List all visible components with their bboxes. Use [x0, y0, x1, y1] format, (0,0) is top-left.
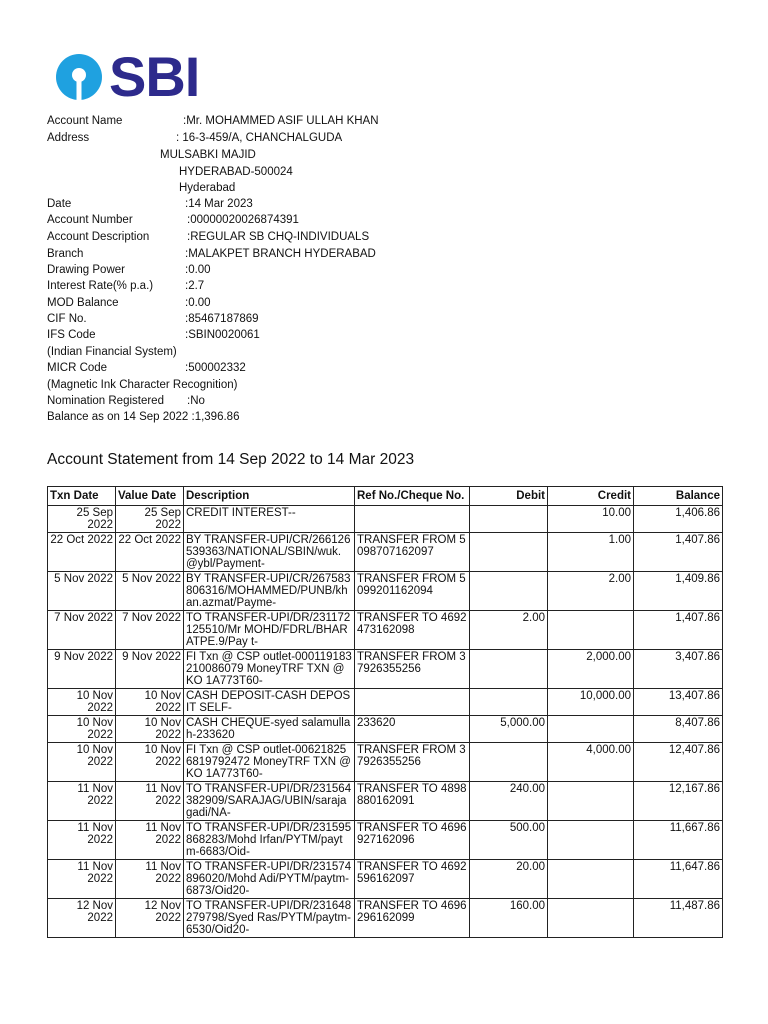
balance-cell-text: 1,409.86 [675, 573, 720, 585]
value-date-cell [116, 860, 184, 899]
credit-cell [548, 782, 634, 821]
ref-cell [355, 533, 470, 572]
account-info-text: :0.00 [185, 264, 211, 276]
credit-cell [548, 716, 634, 743]
ref-cell-text: TRANSFER FROM 37926355256 [357, 651, 466, 675]
value-date-cell-text: 11 Nov 2022 [145, 783, 181, 807]
col-txn-date: Txn Date [48, 487, 116, 506]
account-info-text: MULSABKI MAJID [160, 149, 256, 161]
account-info-text: :Mr. MOHAMMED ASIF ULLAH KHAN [183, 115, 379, 127]
description-cell [184, 506, 355, 533]
balance-cell-text: 12,167.86 [668, 783, 720, 795]
transactions-table [47, 486, 723, 938]
description-cell-text: FI Txn @ CSP outlet-006218256819792472 MoneyTRF TXN @KO 1A773T60- [186, 744, 351, 780]
account-info-text: MICR Code [47, 362, 108, 374]
statement-title: Account Statement from 14 Sep 2022 to 14 Mar 2023 [47, 451, 415, 468]
ref-cell-text: TRANSFER FROM 5098707162097 [357, 534, 466, 558]
ref-cell-text: TRANSFER TO 4696927162096 [357, 822, 467, 846]
description-cell [184, 716, 355, 743]
credit-cell [548, 572, 634, 611]
account-info-text: Account Name [47, 115, 123, 127]
debit-cell [470, 650, 548, 689]
debit-cell [470, 611, 548, 650]
debit-cell [470, 821, 548, 860]
value-date-cell-text: 7 Nov 2022 [122, 612, 181, 624]
debit-cell [470, 533, 548, 572]
description-cell [184, 743, 355, 782]
description-cell-text: TO TRANSFER-UPI/DR/231172125510/Mr MOHD/FDRL/BHARATPE.9/Pay t- [186, 612, 351, 648]
account-info-text: :14 Mar 2023 [185, 198, 253, 210]
credit-cell [548, 860, 634, 899]
account-info-text: :REGULAR SB CHQ-INDIVIDUALS [187, 231, 370, 243]
col-credit: Credit [548, 487, 634, 506]
table-row [48, 782, 723, 821]
txn-date-cell-text: 12 Nov 2022 [76, 900, 113, 924]
ref-cell-text: TRANSFER FROM 5099201162094 [357, 573, 466, 597]
value-date-cell-text: 10 Nov 2022 [144, 744, 181, 768]
credit-cell [548, 743, 634, 782]
credit-cell-text: 2.00 [608, 573, 631, 585]
value-date-cell-text: 9 Nov 2022 [122, 651, 181, 663]
balance-cell-text: 12,407.86 [668, 744, 720, 756]
description-cell [184, 533, 355, 572]
account-info-text: :MALAKPET BRANCH HYDERABAD [185, 248, 376, 260]
ref-cell-text: TRANSFER FROM 37926355256 [357, 744, 466, 768]
balance-cell [634, 860, 723, 899]
value-date-cell-text: 10 Nov 2022 [144, 717, 181, 741]
value-date-cell-text: 22 Oct 2022 [118, 534, 181, 546]
account-info-text: (Indian Financial System) [47, 346, 177, 358]
value-date-cell [116, 572, 184, 611]
credit-cell-text: 4,000.00 [586, 744, 631, 756]
value-date-cell-text: 12 Nov 2022 [144, 900, 181, 924]
ref-cell [355, 782, 470, 821]
ref-cell-text: 233620 [357, 717, 396, 729]
debit-cell [470, 506, 548, 533]
table-row [48, 743, 723, 782]
txn-date-cell-text: 10 Nov 2022 [76, 690, 113, 714]
col-value-date: Value Date [116, 487, 184, 506]
credit-cell [548, 533, 634, 572]
balance-cell-text: 1,407.86 [675, 612, 720, 624]
account-info-text: Nomination Registered [47, 395, 164, 407]
txn-date-cell [48, 821, 116, 860]
txn-date-cell [48, 689, 116, 716]
description-cell [184, 689, 355, 716]
ref-cell [355, 611, 470, 650]
balance-cell-text: 1,407.86 [675, 534, 720, 546]
balance-cell [634, 743, 723, 782]
account-info-text: Account Number [47, 214, 133, 226]
txn-date-cell-text: 10 Nov 2022 [76, 744, 113, 768]
description-cell-text: CASH DEPOSIT-CASH DEPOSIT SELF- [186, 690, 351, 714]
table-row [48, 650, 723, 689]
table-row [48, 716, 723, 743]
ref-cell [355, 506, 470, 533]
sbi-keyhole-icon [55, 53, 103, 101]
txn-date-cell-text: 5 Nov 2022 [54, 573, 113, 585]
account-info-text: IFS Code [47, 329, 96, 341]
col-balance: Balance [634, 487, 723, 506]
value-date-cell [116, 611, 184, 650]
txn-date-cell [48, 506, 116, 533]
account-info-text: Balance as on 14 Sep 2022 :1,396.86 [47, 411, 240, 423]
account-info-text: Address [47, 132, 90, 144]
table-row [48, 611, 723, 650]
debit-cell-text: 500.00 [509, 822, 545, 834]
account-info-text: :0.00 [185, 297, 211, 309]
table-row [48, 572, 723, 611]
value-date-cell-text: 25 Sep 2022 [144, 507, 181, 531]
sbi-logo-text: SBI [109, 45, 200, 108]
credit-cell-text: 10.00 [602, 507, 631, 519]
credit-cell [548, 689, 634, 716]
debit-cell [470, 782, 548, 821]
account-info-text: :500002332 [185, 362, 246, 374]
credit-cell [548, 650, 634, 689]
value-date-cell-text: 5 Nov 2022 [122, 573, 181, 585]
balance-cell [634, 572, 723, 611]
description-cell-text: TO TRANSFER-UPI/DR/231574896020/Mohd Adi/PYTM/paytm-6873/Oid20- [186, 861, 352, 897]
balance-cell [634, 716, 723, 743]
txn-date-cell [48, 572, 116, 611]
table-row [48, 533, 723, 572]
balance-cell-text: 11,487.86 [669, 900, 720, 912]
description-cell-text: TO TRANSFER-UPI/DR/231595868283/Mohd Irfan/PYTM/paytm-6683/Oid- [186, 822, 352, 858]
account-info-text: (Magnetic Ink Character Recognition) [47, 379, 238, 391]
account-info-text: HYDERABAD-500024 [179, 166, 293, 178]
description-cell-text: FI Txn @ CSP outlet-000119183210086079 MoneyTRF TXN @KO 1A773T60- [186, 651, 352, 687]
ref-cell [355, 716, 470, 743]
ref-cell-text: TRANSFER TO 4692596162097 [357, 861, 467, 885]
debit-cell-text: 160.00 [509, 900, 545, 912]
account-info-text: :85467187869 [185, 313, 259, 325]
balance-cell [634, 821, 723, 860]
ref-cell [355, 899, 470, 938]
ref-cell [355, 821, 470, 860]
ref-cell [355, 572, 470, 611]
txn-date-cell [48, 533, 116, 572]
description-cell [184, 650, 355, 689]
value-date-cell [116, 743, 184, 782]
credit-cell [548, 899, 634, 938]
txn-date-cell-text: 9 Nov 2022 [54, 651, 113, 663]
balance-cell [634, 899, 723, 938]
value-date-cell [116, 716, 184, 743]
description-cell [184, 611, 355, 650]
balance-cell [634, 782, 723, 821]
txn-date-cell [48, 650, 116, 689]
debit-cell [470, 572, 548, 611]
balance-cell-text: 13,407.86 [668, 690, 720, 702]
account-info-text: :2.7 [185, 280, 205, 292]
credit-cell-text: 10,000.00 [579, 690, 631, 702]
account-info-text: Drawing Power [47, 264, 125, 276]
value-date-cell [116, 506, 184, 533]
col-debit: Debit [470, 487, 548, 506]
txn-date-cell [48, 782, 116, 821]
credit-cell [548, 611, 634, 650]
description-cell-text: CREDIT INTEREST-- [186, 507, 296, 519]
table-row [48, 821, 723, 860]
description-cell [184, 572, 355, 611]
txn-date-cell-text: 25 Sep 2022 [76, 507, 113, 531]
ref-cell [355, 860, 470, 899]
description-cell [184, 860, 355, 899]
balance-cell [634, 533, 723, 572]
debit-cell-text: 5,000.00 [500, 717, 545, 729]
account-info-text: Branch [47, 248, 84, 260]
description-cell-text: BY TRANSFER-UPI/CR/266126539363/NATIONAL/SBIN/wuk.@ybl/Payment- [186, 534, 351, 570]
debit-cell [470, 743, 548, 782]
col-description: Description [184, 487, 355, 506]
account-info-text: :00000020026874391 [187, 214, 299, 226]
value-date-cell-text: 10 Nov 2022 [144, 690, 181, 714]
value-date-cell [116, 821, 184, 860]
debit-cell-text: 240.00 [509, 783, 545, 795]
debit-cell [470, 860, 548, 899]
table-row [48, 860, 723, 899]
account-info-text: Interest Rate(% p.a.) [47, 280, 154, 292]
debit-cell [470, 716, 548, 743]
description-cell-text: TO TRANSFER-UPI/DR/231648279798/Syed Ras/PYTM/paytm-6530/Oid20- [186, 900, 352, 936]
value-date-cell [116, 782, 184, 821]
txn-date-cell-text: 11 Nov 2022 [77, 822, 113, 846]
description-cell [184, 821, 355, 860]
balance-cell-text: 11,667.86 [669, 822, 720, 834]
ref-cell [355, 743, 470, 782]
ref-cell-text: TRANSFER TO 4692473162098 [357, 612, 467, 636]
value-date-cell [116, 689, 184, 716]
debit-cell [470, 689, 548, 716]
account-info-text: MOD Balance [47, 297, 119, 309]
debit-cell-text: 2.00 [522, 612, 545, 624]
description-cell [184, 899, 355, 938]
credit-cell [548, 506, 634, 533]
table-row [48, 899, 723, 938]
value-date-cell-text: 11 Nov 2022 [145, 861, 181, 885]
table-header-row [48, 487, 723, 506]
balance-cell-text: 3,407.86 [675, 651, 720, 663]
debit-cell-text: 20.00 [516, 861, 545, 873]
balance-cell-text: 1,406.86 [675, 507, 720, 519]
credit-cell-text: 2,000.00 [586, 651, 631, 663]
txn-date-cell [48, 899, 116, 938]
credit-cell [548, 821, 634, 860]
balance-cell-text: 11,647.86 [669, 861, 720, 873]
account-info-text: :SBIN0020061 [185, 329, 260, 341]
ref-cell-text: TRANSFER TO 4696296162099 [357, 900, 467, 924]
balance-cell [634, 611, 723, 650]
account-info-text: CIF No. [47, 313, 87, 325]
description-cell-text: TO TRANSFER-UPI/DR/231564382909/SARAJAG/UBIN/sarajagadi/NA- [186, 783, 352, 819]
account-info-text: : 16-3-459/A, CHANCHALGUDA [176, 132, 343, 144]
account-info-text: :No [187, 395, 205, 407]
table-row [48, 506, 723, 533]
txn-date-cell-text: 11 Nov 2022 [77, 783, 113, 807]
description-cell-text: BY TRANSFER-UPI/CR/267583806316/MOHAMMED/PUNB/khan.azmat/Payme- [186, 573, 351, 609]
txn-date-cell-text: 7 Nov 2022 [54, 612, 113, 624]
txn-date-cell [48, 611, 116, 650]
account-info-text: Hyderabad [179, 182, 236, 194]
value-date-cell [116, 533, 184, 572]
col-ref: Ref No./Cheque No. [355, 487, 470, 506]
balance-cell [634, 650, 723, 689]
balance-cell [634, 506, 723, 533]
value-date-cell [116, 899, 184, 938]
ref-cell [355, 689, 470, 716]
value-date-cell-text: 11 Nov 2022 [145, 822, 181, 846]
balance-cell [634, 689, 723, 716]
txn-date-cell [48, 860, 116, 899]
table-row [48, 689, 723, 716]
description-cell [184, 782, 355, 821]
value-date-cell [116, 650, 184, 689]
txn-date-cell-text: 22 Oct 2022 [50, 534, 113, 546]
description-cell-text: CASH CHEQUE-syed salamullah-233620 [186, 717, 351, 741]
ref-cell-text: TRANSFER TO 4898880162091 [357, 783, 467, 807]
account-info-text: Date [47, 198, 72, 210]
txn-date-cell-text: 10 Nov 2022 [76, 717, 113, 741]
txn-date-cell [48, 716, 116, 743]
sbi-logo [55, 45, 200, 108]
credit-cell-text: 1.00 [608, 534, 631, 546]
ref-cell [355, 650, 470, 689]
account-info-text: Account Description [47, 231, 150, 243]
debit-cell [470, 899, 548, 938]
txn-date-cell-text: 11 Nov 2022 [77, 861, 113, 885]
balance-cell-text: 8,407.86 [675, 717, 720, 729]
txn-date-cell [48, 743, 116, 782]
